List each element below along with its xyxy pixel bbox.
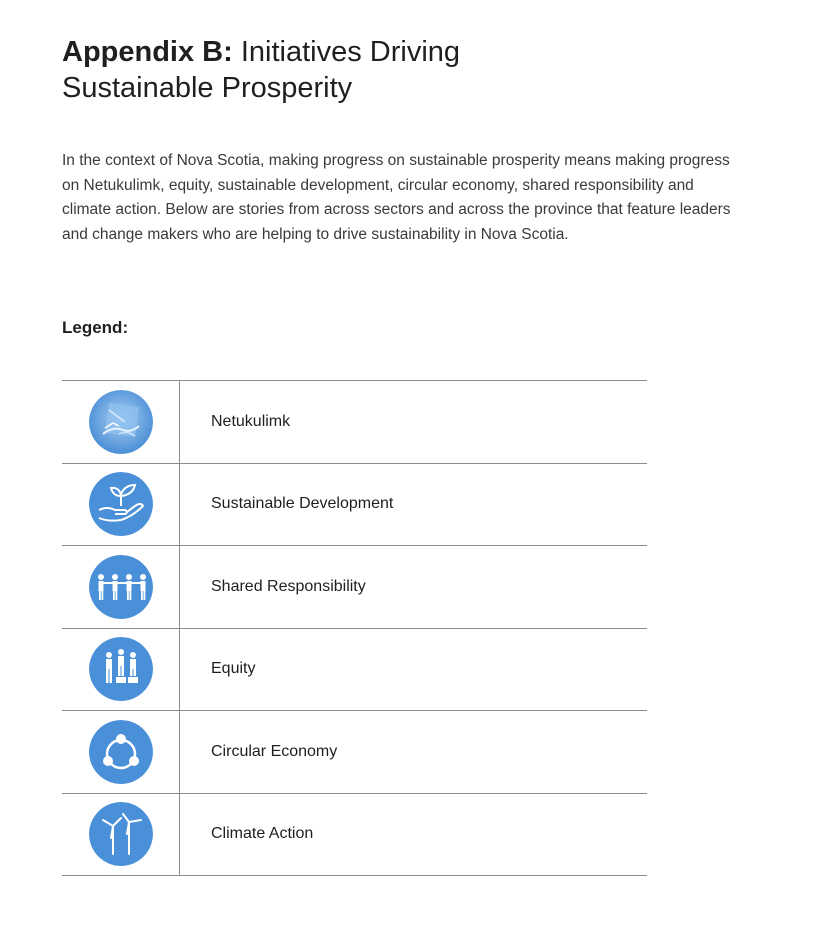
people-group-icon <box>89 555 153 619</box>
legend-icon-cell <box>62 711 180 793</box>
circular-economy-icon <box>89 720 153 784</box>
legend-item-label: Netukulimk <box>211 412 291 430</box>
legend-heading: Legend: <box>62 318 129 337</box>
legend-icon-cell <box>62 629 180 711</box>
legend-item-label: Climate Action <box>211 825 314 843</box>
title-line1: Initiatives Driving <box>240 36 461 68</box>
legend-item-label: Sustainable Development <box>211 495 394 513</box>
intro-paragraph: In the context of Nova Scotia, making progress on sustainable prosperity means making progress on Netukulimk, equity, sustainable development, circular economy, shared responsibility and climate action. Below are stories from across sectors and across the province that feature leaders and change makers who are helping to drive sustainability in Nova Scotia. <box>62 152 731 243</box>
legend-row-sustainable-development <box>62 464 647 547</box>
legend-table <box>62 380 647 876</box>
legend-icon-cell <box>62 464 180 546</box>
hand-sprout-icon <box>89 472 153 536</box>
wind-turbine-icon <box>89 802 153 866</box>
legend-item-label: Equity <box>211 660 256 678</box>
legend-row-netukulimk <box>62 381 647 464</box>
title-prefix: Appendix B: <box>62 36 233 68</box>
netukulimk-icon <box>89 390 153 454</box>
legend-icon-cell <box>62 381 180 463</box>
legend-row-circular-economy <box>62 711 647 794</box>
legend-item-label: Shared Responsibility <box>211 577 366 595</box>
legend-row-equity <box>62 629 647 712</box>
legend-icon-cell <box>62 794 180 876</box>
legend-row-shared-responsibility <box>62 546 647 629</box>
legend-icon-cell <box>62 546 180 628</box>
legend-row-climate-action <box>62 794 647 877</box>
equity-people-icon <box>89 637 153 701</box>
legend-item-label: Circular Economy <box>211 742 338 760</box>
title-line2: Sustainable Prosperity <box>62 72 353 104</box>
page-title <box>62 34 762 106</box>
